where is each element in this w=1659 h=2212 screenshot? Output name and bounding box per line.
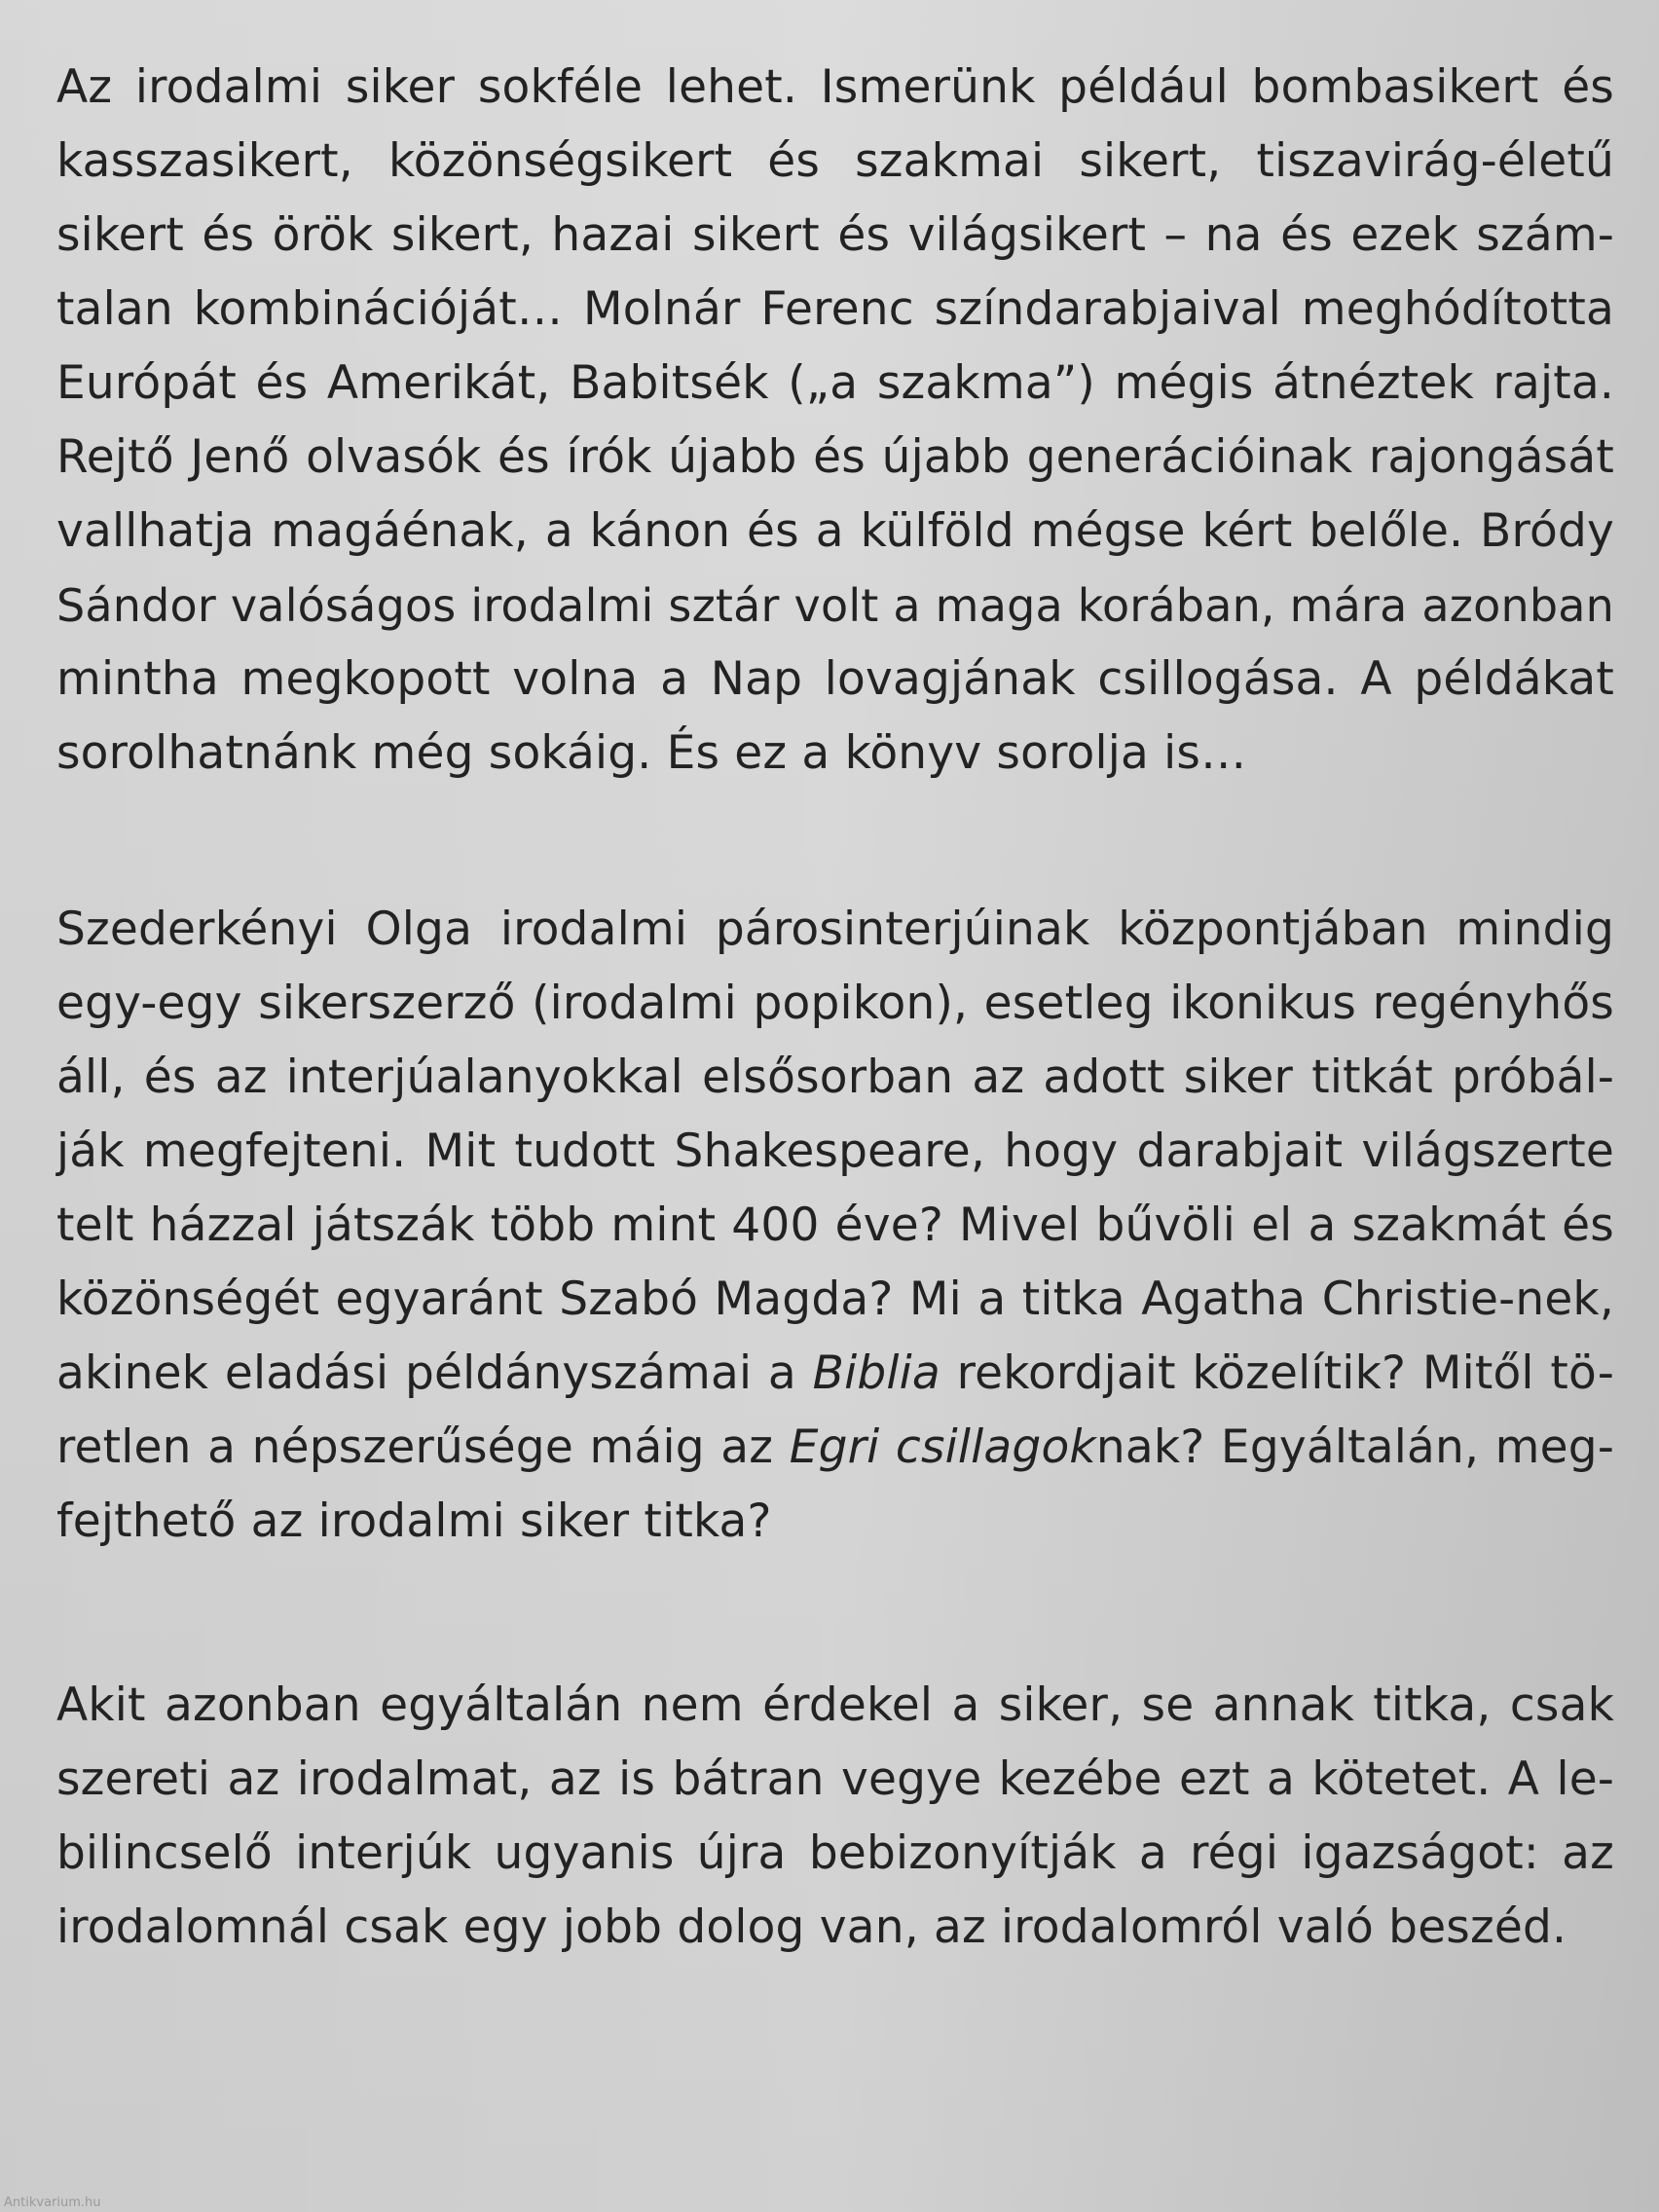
line-text-after: nak? Egyáltalán, meg-: [1095, 1420, 1614, 1474]
book-title-egri-csillagok: Egri csillagok: [789, 1420, 1096, 1474]
text-line: áll, és az interjúalanyokkal elsősorban az adott siker titkát próbál-: [56, 1051, 1614, 1104]
text-line: vallhatja magáénak, a kánon és a külföld mégse kért belőle. Bródy: [56, 504, 1614, 558]
text-line: kasszasikert, közönségsikert és szakmai sikert, tiszavirág-életű: [56, 134, 1614, 188]
paragraph-1: [56, 51, 1614, 791]
text-line: egy-egy sikerszerző (irodalmi popikon), esetleg ikonikus regényhős: [56, 977, 1614, 1030]
paragraph-2: [56, 893, 1614, 1559]
text-line: szereti az irodalmat, az is bátran vegye kezébe ezt a kötetet. A le-: [56, 1752, 1614, 1806]
text-line-last: fejthető az irodalmi siker titka?: [56, 1494, 772, 1548]
text-line-last: sorolhatnánk még sokáig. És ez a könyv sorolja is…: [56, 726, 1247, 780]
text-line-with-italic: [56, 1411, 1614, 1485]
text-line: Európát és Amerikát, Babitsék („a szakma”) mégis átnéztek rajta.: [56, 356, 1614, 410]
text-line: Szederkényi Olga irodalmi párosinterjúinak központjában mindig: [56, 903, 1614, 956]
text-line: Akit azonban egyáltalán nem érdekel a siker, se annak titka, csak: [56, 1678, 1614, 1732]
text-line: Sándor valóságos irodalmi sztár volt a maga korában, mára azonban: [56, 579, 1614, 632]
book-title-biblia: Biblia: [812, 1346, 940, 1400]
watermark: Antikvarium.hu: [4, 2195, 101, 2210]
text-line: Az irodalmi siker sokféle lehet. Ismerünk például bombasikert és: [56, 60, 1614, 114]
text-line: ják megfejteni. Mit tudott Shakespeare, hogy darabjait világszerte: [56, 1124, 1614, 1178]
text-line: Rejtő Jenő olvasók és írók újabb és újabb generációinak rajongását: [56, 430, 1614, 484]
paragraph-3: [56, 1669, 1614, 1965]
text-line: talan kombinációját… Molnár Ferenc színdarabjaival meghódította: [56, 282, 1614, 336]
text-line: sikert és örök sikert, hazai sikert és világsikert – na és ezek szám-: [56, 208, 1614, 262]
text-line: mintha megkopott volna a Nap lovagjának csillogása. A példákat: [56, 652, 1614, 706]
text-line: telt házzal játszák több mint 400 éve? Mivel bűvöli el a szakmát és: [56, 1198, 1614, 1252]
line-text-after: rekordjait közelítik? Mitől tö-: [940, 1346, 1614, 1400]
line-text-before: retlen a népszerűsége máig az: [56, 1420, 790, 1474]
text-line: közönségét egyaránt Szabó Magda? Mi a titka Agatha Christie-nek,: [56, 1272, 1614, 1326]
text-line: bilincselő interjúk ugyanis újra bebizonyítják a régi igazságot: az: [56, 1826, 1614, 1880]
text-line-with-italic: [56, 1337, 1614, 1411]
text-line-last: irodalomnál csak egy jobb dolog van, az irodalomról való beszéd.: [56, 1900, 1567, 1954]
line-text-before: akinek eladási példányszámai a: [56, 1346, 813, 1400]
